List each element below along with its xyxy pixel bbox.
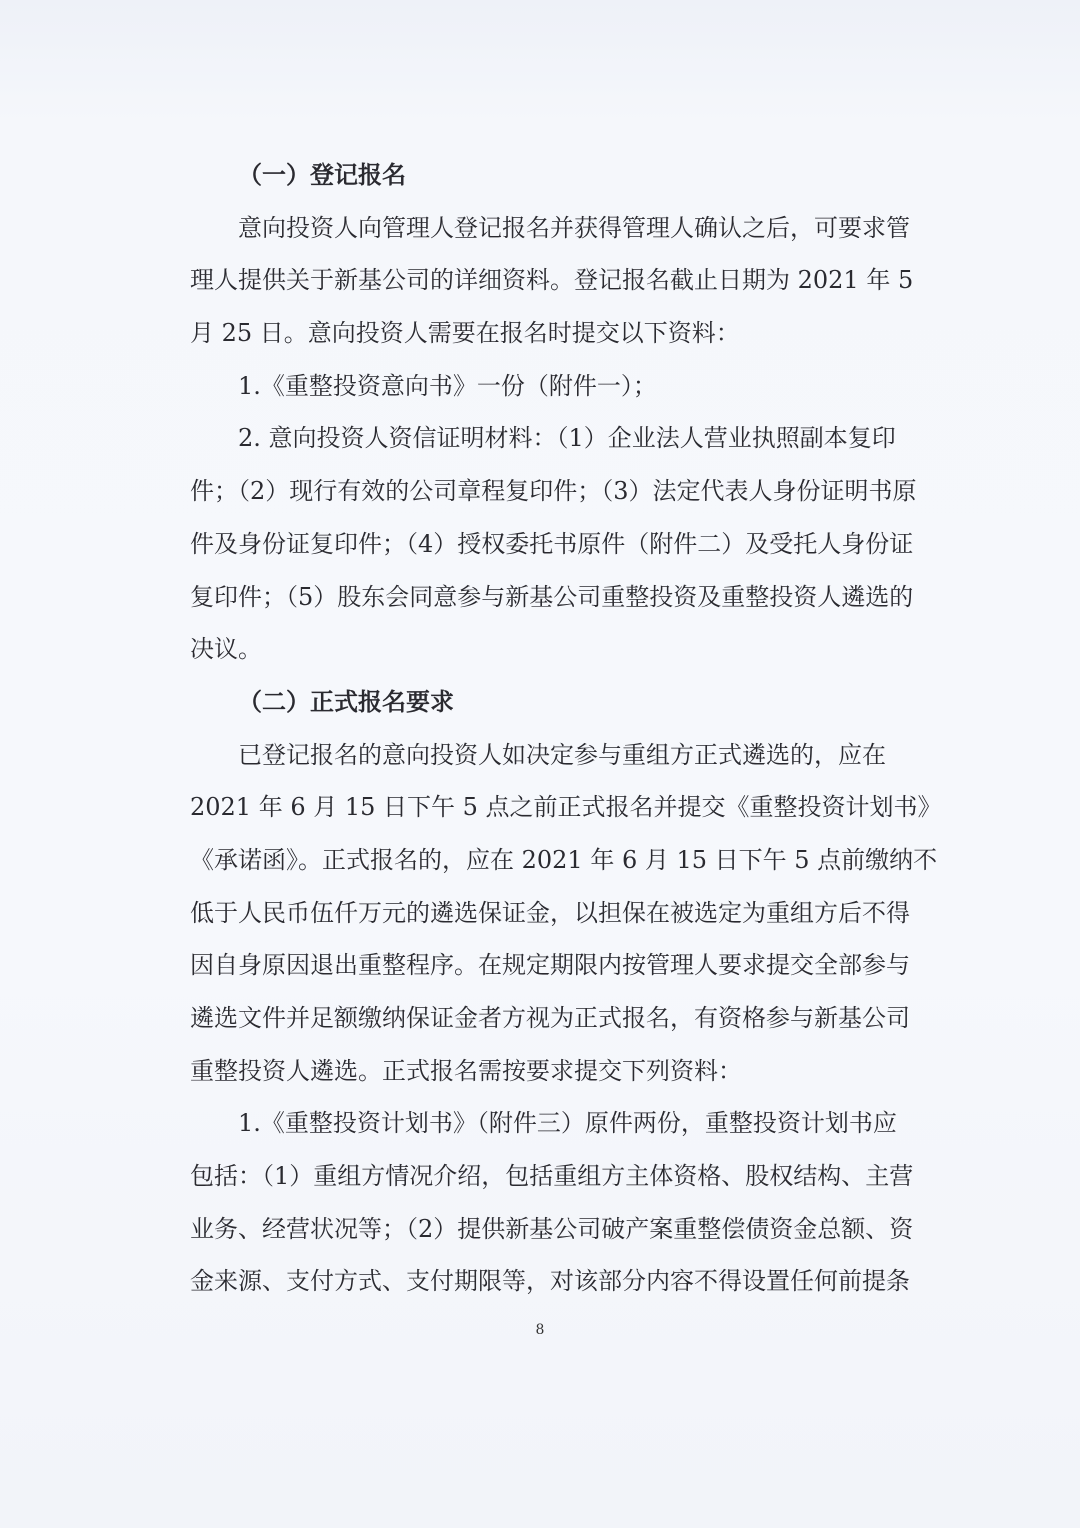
text-line: 件及身份证复印件；（4）授权委托书原件（附件二）及受托人身份证 [190, 529, 914, 558]
section-heading: （二）正式报名要求 [238, 686, 454, 716]
text-line: 重整投资人遴选。正式报名需按要求提交下列资料： [190, 1056, 742, 1085]
text-line: 包括：（1）重组方情况介绍，包括重组方主体资格、股权结构、主营 [190, 1162, 914, 1191]
text-line: 低于人民币伍仟万元的遴选保证金，以担保在被选定为重组方后不得 [190, 898, 910, 927]
text-line: 业务、经营状况等；（2）提供新基公司破产案重整偿债资金总额、资 [190, 1214, 914, 1243]
text-line: 决议。 [190, 635, 262, 664]
section-heading: （一）登记报名 [238, 160, 406, 189]
text-line: 遴选文件并足额缴纳保证金者方视为正式报名，有资格参与新基公司 [190, 1004, 910, 1032]
text-line: 《承诺函》。正式报名的，应在 2021 年 6 月 15 日下午 5 点前缴纳不 [190, 845, 938, 874]
text-line: 月 25 日。意向投资人需要在报名时提交以下资料： [190, 319, 740, 348]
text-line: 1.《重整投资计划书》（附件三）原件两份，重整投资计划书应 [238, 1109, 897, 1138]
text-line: 件；（2）现行有效的公司章程复印件；（3）法定代表人身份证明书原 [190, 477, 917, 506]
text-line: 已登记报名的意向投资人如决定参与重组方正式遴选的，应在 [238, 740, 886, 769]
text-line: 意向投资人向管理人登记报名并获得管理人确认之后，可要求管 [238, 213, 910, 242]
text-line: 2021 年 6 月 15 日下午 5 点之前正式报名并提交《重整投资计划书》 [190, 793, 942, 822]
text-line: 2. 意向投资人资信证明材料：（1）企业法人营业执照副本复印 [238, 424, 896, 453]
text-line: 金来源、支付方式、支付期限等，对该部分内容不得设置任何前提条 [190, 1267, 910, 1296]
text-line: 因自身原因退出重整程序。在规定期限内按管理人要求提交全部参与 [190, 951, 910, 980]
text-line: 复印件；（5）股东会同意参与新基公司重整投资及重整投资人遴选的 [190, 582, 914, 611]
document-body [190, 149, 942, 1308]
text-line: 理人提供关于新基公司的详细资料。登记报名截止日期为 2021 年 5 [190, 266, 914, 295]
text-line: 1.《重整投资意向书》一份（附件一）； [238, 371, 657, 400]
page-number: 8 [535, 1322, 545, 1338]
